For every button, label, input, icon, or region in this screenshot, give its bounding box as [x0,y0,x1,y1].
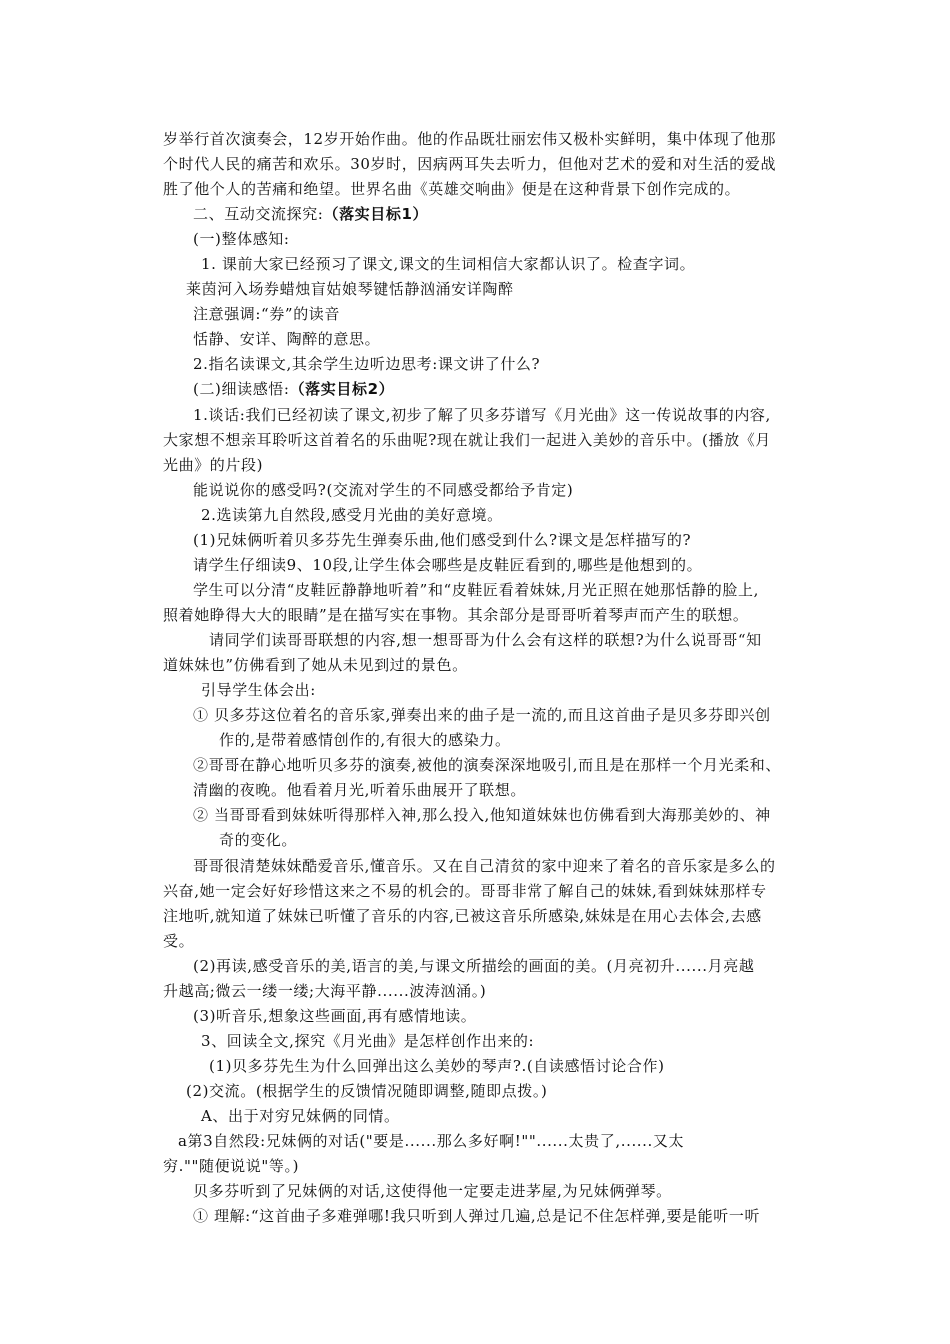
text-line: 大家想不想亲耳聆听这首着名的乐曲呢?现在就让我们一起进入美妙的音乐中。(播放《月 [163,431,771,449]
text-line: 请同学们读哥哥联想的内容,想一想哥哥为什么会有这样的联想?为什么说哥哥“知 [209,631,762,649]
text-line: 哥哥很清楚妹妹酷爱音乐,懂音乐。又在自己清贫的家中迎来了着名的音乐家是多么的 [193,857,776,875]
text-line: 1. 课前大家已经预习了课文,课文的生词相信大家都认识了。检查字词。 [201,255,696,273]
text-line: 道妹妹也”仿佛看到了她从未见到过的景色。 [163,656,468,674]
text-line: 胜了他个人的苦痛和绝望。世界名曲《英雄交响曲》便是在这种背景下创作完成的。 [163,180,741,198]
list-item-continuation: 清幽的夜晚。他看着月光,听着乐曲展开了联想。 [193,781,526,799]
section-heading [193,204,428,224]
text-line: 恬静、安详、陶醉的意思。 [193,330,381,348]
text-line: 升越高;微云一缕一缕;大海平静......波涛汹涌。) [163,982,487,1000]
text-line: (3)听音乐,想象这些画面,再有感情地读。 [193,1007,477,1025]
text-line: 1.谈话:我们已经初读了课文,初步了解了贝多芬谱写《月光曲》这一传说故事的内容, [193,406,771,424]
text-line: 3、回读全文,探究《月光曲》是怎样创作出来的: [201,1032,535,1050]
text-line: 个时代人民的痛苦和欢乐。30岁时，因病两耳失去听力，但他对艺术的爱和对生活的爱战 [163,155,777,173]
text-line: (2)交流。(根据学生的反馈情况随即调整,随即点拨。) [186,1082,548,1100]
text-line: (1)兄妹俩听着贝多芬先生弹奏乐曲,他们感受到什么?课文是怎样描写的? [193,531,692,549]
text-line: (1)贝多芬先生为什么回弹出这么美妙的琴声?.(自读感悟讨论合作) [209,1057,665,1075]
list-item: ① 贝多芬这位着名的音乐家,弹奏出来的曲子是一流的,而且这首曲子是贝多芬即兴创 [193,706,771,724]
text-line: 注地听,就知道了妹妹已听懂了音乐的内容,已被这音乐所感染,妹妹是在用心去体会,去感 [163,907,762,925]
text-line: 岁举行首次演奏会，12岁开始作曲。他的作品既壮丽宏伟又极朴实鲜明，集中体现了他那 [163,130,777,148]
text-line: 引导学生体会出: [201,681,316,699]
text-line: (2)再读,感受音乐的美,语言的美,与课文所描绘的画面的美。(月亮初升......月亮越 [193,957,755,975]
list-item: ② 当哥哥看到妹妹听得那样入神,那么投入,他知道妹妹也仿佛看到大海那美妙的、神 [193,806,771,824]
text-line: ① 理解:“这首曲子多难弹哪!我只听到人弹过几遍,总是记不住怎样弹,要是能听一听 [193,1207,761,1225]
vocabulary-line: 莱茵河入场券蜡烛盲姑娘琴键恬静汹涌安详陶醉 [186,280,514,298]
text-line: 穷.""随便说说"等。) [163,1157,300,1175]
text-line: 兴奋,她一定会好好珍惜这来之不易的机会的。哥哥非常了解自己的妹妹,看到妹妹那样专 [163,882,767,900]
text-line: 2.指名读课文,其余学生边听边思考:课文讲了什么? [193,355,541,373]
heading-bold-note: （落实目标2） [289,380,395,398]
subsection-heading: (一)整体感知: [193,230,290,248]
text-line: 请学生仔细读9、10段,让学生体会哪些是皮鞋匠看到的,哪些是他想到的。 [193,556,703,574]
list-item-continuation: 奇的变化。 [219,831,298,849]
text-line: 贝多芬听到了兄妹俩的对话,这使得他一定要走进茅屋,为兄妹俩弹琴。 [193,1182,672,1200]
text-line: a第3自然段:兄妹俩的对话("要是......那么多好啊!""......太贵了,......又太 [178,1132,685,1150]
subsection-heading [193,379,394,399]
text-line: A、出于对穷兄妹俩的同情。 [201,1107,400,1125]
heading-bold-note: （落实目标1） [323,205,429,223]
list-item: ②哥哥在静心地听贝多芬的演奏,被他的演奏深深地吸引,而且是在那样一个月光柔和、 [193,756,781,774]
text-line: 2.选读第九自然段,感受月光曲的美好意境。 [201,506,503,524]
text-line: 照着她睁得大大的眼睛”是在描写实在事物。其余部分是哥哥听着琴声而产生的联想。 [163,606,749,624]
list-item-continuation: 作的,是带着感情创作的,有很大的感染力。 [219,731,511,749]
heading-text: (二)细读感悟: [193,380,290,398]
text-line: 注意强调:“券”的读音 [193,305,340,323]
text-line: 能说说你的感受吗?(交流对学生的不同感受都给予肯定) [193,481,574,499]
text-line: 光曲》的片段) [163,456,264,474]
text-line: 学生可以分清“皮鞋匠静静地听着”和“皮鞋匠看着妹妹,月光正照在她那恬静的脸上, [193,581,759,599]
text-line: 受。 [163,932,195,950]
heading-text: 二、互动交流探究: [193,205,324,223]
